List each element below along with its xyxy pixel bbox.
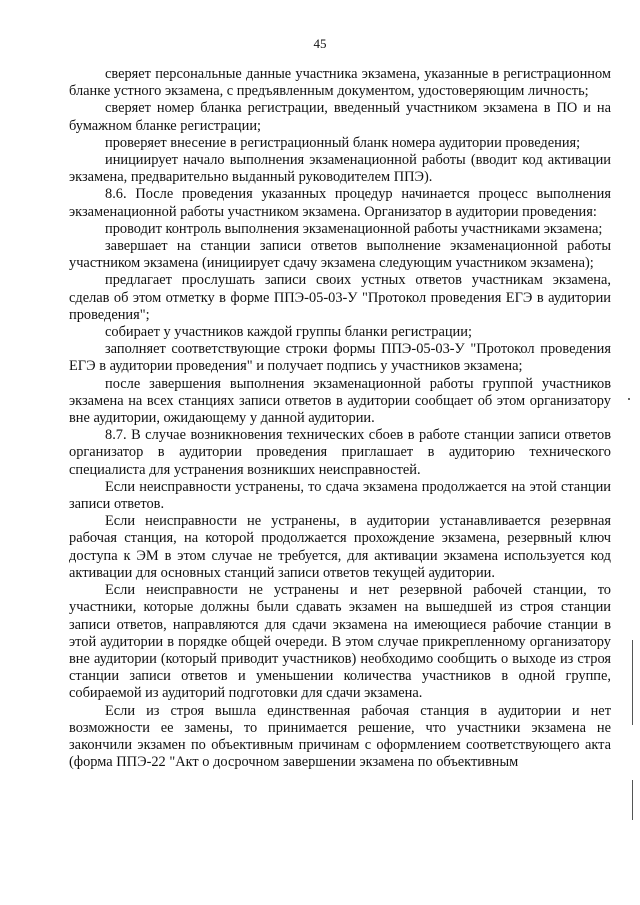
document-body xyxy=(69,66,611,771)
paragraph: собирает у участников каждой группы бланки регистрации; xyxy=(105,324,472,341)
paragraph: после завершения выполнения экзаменационной работы группой участников экзамена на всех станциях записи ответов в аудитории сообщает об этом организатору вне аудитории, ожидающему у данной аудитории. xyxy=(69,375,611,427)
page-number: 45 xyxy=(313,36,327,51)
paragraph: Если неисправности не устранены, в аудитории устанавливается резервная рабочая станция, на которой продолжается прохождение экзамена, резервный ключ доступа к ЭМ в этом случае не требуется, для активации экзамена используется код активации для основных станций записи ответов текущей аудитории. xyxy=(69,513,611,581)
paragraph: 8.7. В случае возникновения технических сбоев в работе станции записи ответов организатор в аудитории проведения приглашает в аудиторию технического специалиста для устранения возникших неисправностей. xyxy=(69,427,611,478)
scan-margin-line xyxy=(632,780,633,820)
paragraph: инициирует начало выполнения экзаменационной работы (вводит код активации экзамена, предварительно выданный руководителем ППЭ). xyxy=(69,152,611,186)
scan-margin-line xyxy=(632,640,633,725)
paragraph: Если неисправности устранены, то сдача экзамена продолжается на этой станции записи ответов. xyxy=(69,478,611,513)
paragraph: проверяет внесение в регистрационный бланк номера аудитории проведения; xyxy=(105,134,581,151)
paragraph: проводит контроль выполнения экзаменационной работы участниками экзамена; xyxy=(105,220,603,237)
scan-speck xyxy=(628,398,630,400)
paragraph: Если из строя вышла единственная рабочая станция в аудитории и нет возможности ее замены, то принимается решение, что участники экзамена не закончили экзамен по объективным причинам с оформлением соответствующего акта (форма ППЭ-22 "Акт о досрочном завершении экзамена по объективным xyxy=(69,702,611,771)
paragraph: сверяет персональные данные участника экзамена, указанные в регистрационном бланке устного экзамена, с предъявленным документом, удостоверяющим личность; xyxy=(69,66,611,100)
paragraph: сверяет номер бланка регистрации, введенный участником экзамена в ПО и на бумажном бланке регистрации; xyxy=(69,100,611,134)
paragraph: предлагает прослушать записи своих устных ответов участникам экзамена, сделав об этом отметку в форме ППЭ-05-03-У "Протокол проведения ЕГЭ в аудитории проведения"; xyxy=(69,272,611,323)
paragraph: завершает на станции записи ответов выполнение экзаменационной работы участником экзамена (инициирует сдачу экзамена следующим участником экзамена); xyxy=(69,238,611,272)
paragraph: 8.6. После проведения указанных процедур начинается процесс выполнения экзаменационной работы участником экзамена. Организатор в аудитории проведения: xyxy=(69,186,611,220)
paragraph: заполняет соответствующие строки формы ППЭ-05-03-У "Протокол проведения ЕГЭ в аудитории проведения" и получает подпись у участников экзамена; xyxy=(69,341,611,375)
paragraph: Если неисправности не устранены и нет резервной рабочей станции, то участники, которые должны были сдавать экзамен на вышедшей из строя станции записи ответов, направляются для сдачи экзамена на имеющиеся рабочие станции в этой аудитории в порядке общей очереди. В этом случае прикрепленному организатору вне аудитории (который приводит участников) необходимо сообщить о выходе из строя станции записи ответов и уменьшении количества участников в одной группе, собираемой из аудиторий подготовки для сдачи экзамена. xyxy=(69,582,611,702)
